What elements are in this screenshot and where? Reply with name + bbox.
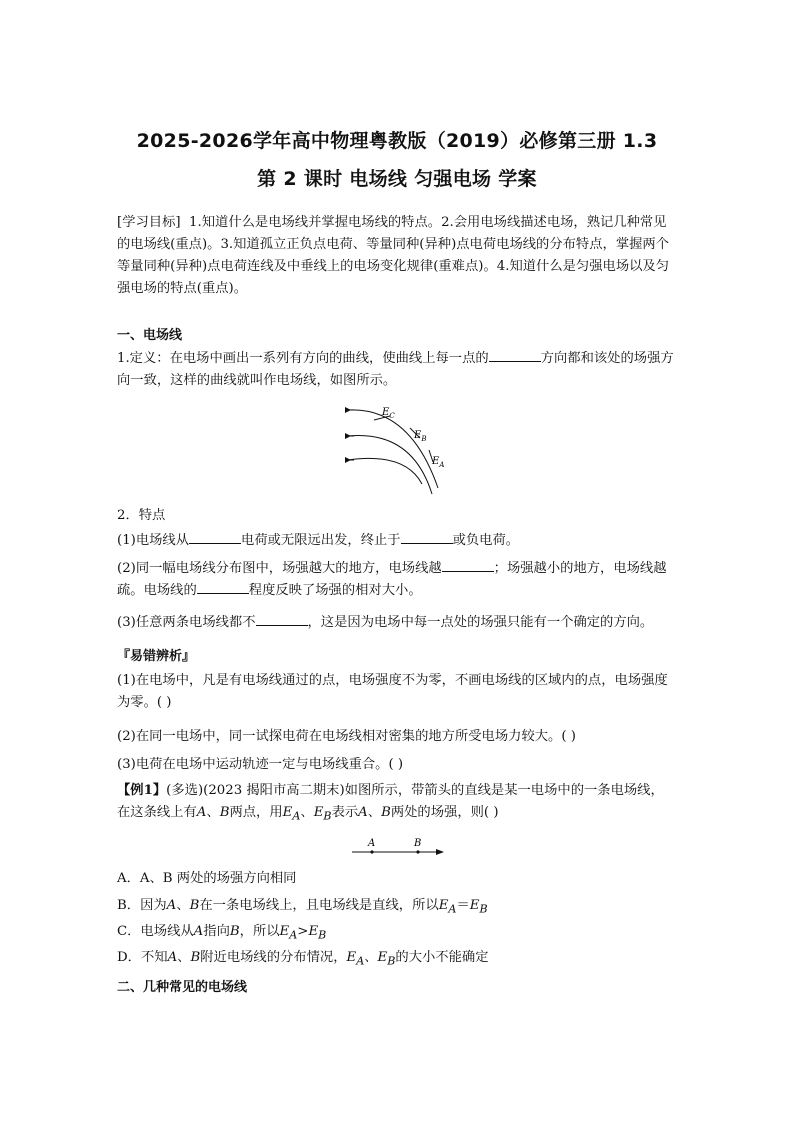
fill-blank <box>442 558 494 572</box>
feature-2 <box>117 558 679 602</box>
feature-3 <box>117 612 679 634</box>
point-a: A <box>196 805 207 820</box>
point-a: A <box>193 924 204 939</box>
sub-a: A <box>292 809 301 823</box>
goals-label: [学习目标] <box>117 215 181 230</box>
point-a: A <box>358 805 368 820</box>
mistake-3: (3)电荷在电场中运动轨迹一定与电场线重合。( ) <box>117 757 404 772</box>
option-d-text-a: D．不知 <box>117 950 168 965</box>
fill-blank <box>189 530 241 544</box>
option-d-text-b: 附近电场线的分布情况， <box>200 950 347 965</box>
feature-1-text-b: 电荷或无限远出发，终止于 <box>241 533 401 548</box>
sub-a: A <box>448 902 457 916</box>
example-line-1: (多选)(2023 揭阳市高二期末)如图所示，带箭头的直线是某一电场中的一条电场线， <box>166 783 664 798</box>
example-line-2d: 两处的场强，则( ) <box>390 805 499 820</box>
definition-paragraph <box>117 348 679 392</box>
straight-field-line-figure <box>348 836 448 858</box>
sub-b: B <box>479 902 488 916</box>
symbol-e: E <box>279 924 290 939</box>
section-heading-common-lines: 二、几种常见的电场线 <box>117 980 248 995</box>
feature-2-text-a: (2)同一幅电场线分布图中，场强越大的地方，电场线越 <box>117 561 442 576</box>
example-line-2c: 表示 <box>331 805 359 820</box>
option-d: D．不知A、B附近电场线的分布情况，$E_A$、$E_B$的大小不能确定 <box>117 950 489 968</box>
definition-text-1: 1.定义：在电场中画出一系列有方向的曲线，使曲线上每一点的 <box>117 351 489 366</box>
sub-b: B <box>387 954 396 968</box>
definition-text-2: 方向都和该处的场强方向一致，这样的曲线就叫作电场线，如图所示。 <box>117 351 674 388</box>
symbol-e: E <box>308 924 319 939</box>
point-b: B <box>219 805 230 820</box>
option-b-text-b: 在一条电场线上，且电场线是直线，所以 <box>199 898 439 913</box>
point-b-dot <box>416 850 419 853</box>
feature-2-text-c: 程度反映了场强的相对大小。 <box>248 583 422 598</box>
example-line-2a: 在这条线上有 <box>117 805 197 820</box>
point-b: B <box>189 898 200 913</box>
feature-2-text-b: ；场强越小的地方，电场线越疏。电场线的 <box>117 561 667 598</box>
section-heading-field-lines: 一、电场线 <box>117 328 183 343</box>
symbol-e: E <box>313 805 324 820</box>
option-c-text-a: C．电场线从 <box>117 924 194 939</box>
symbol-e: E <box>469 898 480 913</box>
point-b: B <box>190 950 201 965</box>
sub-a: A <box>289 928 298 942</box>
features-title: 2．特点 <box>117 508 166 523</box>
option-d-text-c: 的大小不能确定 <box>395 950 489 965</box>
mistake-1: (1)在电场中，凡是有电场线通过的点，电场强度不为零，不画电场线的区域内的点，电场强度为零。( ) <box>117 673 668 710</box>
option-c: C．电场线从A指向B，所以$E_A>E_B$ <box>117 924 327 942</box>
point-b-label: B <box>414 838 422 849</box>
feature-1-text-a: (1)电场线从 <box>117 533 190 548</box>
feature-1 <box>117 530 679 552</box>
symbol-e: E <box>282 805 293 820</box>
option-c-text-b: 指向 <box>203 924 230 939</box>
fill-blank <box>489 348 541 362</box>
point-a-dot <box>370 850 373 853</box>
point-b: B <box>229 924 240 939</box>
option-b: B．因为A、B在一条电场线上，且电场线是直线，所以$E_A=E_B$ <box>117 898 488 916</box>
point-a: A <box>167 950 178 965</box>
label-ea: $E_A$ <box>432 456 445 469</box>
example-1-stem: 【例1】(多选)(2023 揭阳市高二期末)如图所示，带箭头的直线是某一电场中的一条电场线， 在这条线上有A、B两点，用$E_A$、$E_B$表示A、B两处的场强，则( ) <box>117 783 664 823</box>
symbol-e: E <box>438 898 449 913</box>
option-b-text-a: B．因为 <box>117 898 167 913</box>
feature-3-text-b: ，这是因为电场中每一点处的场强只能有一个确定的方向。 <box>307 615 654 630</box>
sub-a: A <box>356 954 365 968</box>
sub-b: B <box>318 928 327 942</box>
mistakes-heading: 『易错辨析』 <box>117 649 196 664</box>
feature-1-text-c: 或负电荷。 <box>452 533 520 548</box>
fill-blank <box>401 530 453 544</box>
doc-title-line1: 2025-2026学年高中物理粤教版（2019）必修第三册 1.3 <box>136 130 658 152</box>
symbol-e: E <box>346 950 357 965</box>
label-eb: $E_B$ <box>414 430 427 443</box>
sub-b: B <box>323 809 332 823</box>
fill-blank <box>256 612 308 626</box>
label-ec: $E_C$ <box>382 407 395 420</box>
option-a: A．A、B 两处的场强方向相同 <box>117 871 297 886</box>
example-line-2b: 两点，用 <box>229 805 283 820</box>
field-line-arrow <box>436 849 444 855</box>
option-c-text-c: ，所以 <box>239 924 280 939</box>
curved-field-lines-figure <box>340 402 450 497</box>
doc-title-line2: 第 2 课时 电场线 匀强电场 学案 <box>257 168 537 190</box>
point-a: A <box>166 898 177 913</box>
fill-blank <box>197 580 249 594</box>
goals-text: 1.知道什么是电场线并掌握电场线的特点。2.会用电场线描述电场，熟记几种常见的电场线(重点)。3.知道孤立正负点电荷、等量同种(异种)点电荷电场线的分布特点，掌握两个等量同种(异种)点电荷连线及中垂线上的电场变化规律(重难点)。4.知道什么是匀强电场以及匀强电场的特点(重点)。 <box>117 215 670 296</box>
learning-goals <box>117 212 679 300</box>
symbol-e: E <box>377 950 388 965</box>
field-line-3 <box>348 458 422 484</box>
feature-3-text-a: (3)任意两条电场线都不 <box>117 615 256 630</box>
point-a-label: A <box>368 838 376 849</box>
mistake-2: (2)在同一电场中，同一试探电荷在电场线相对密集的地方所受电场力较大。( ) <box>117 729 576 744</box>
field-line-2 <box>348 435 432 494</box>
point-b: B <box>381 805 391 820</box>
example-tag: 【例1】 <box>117 783 167 798</box>
